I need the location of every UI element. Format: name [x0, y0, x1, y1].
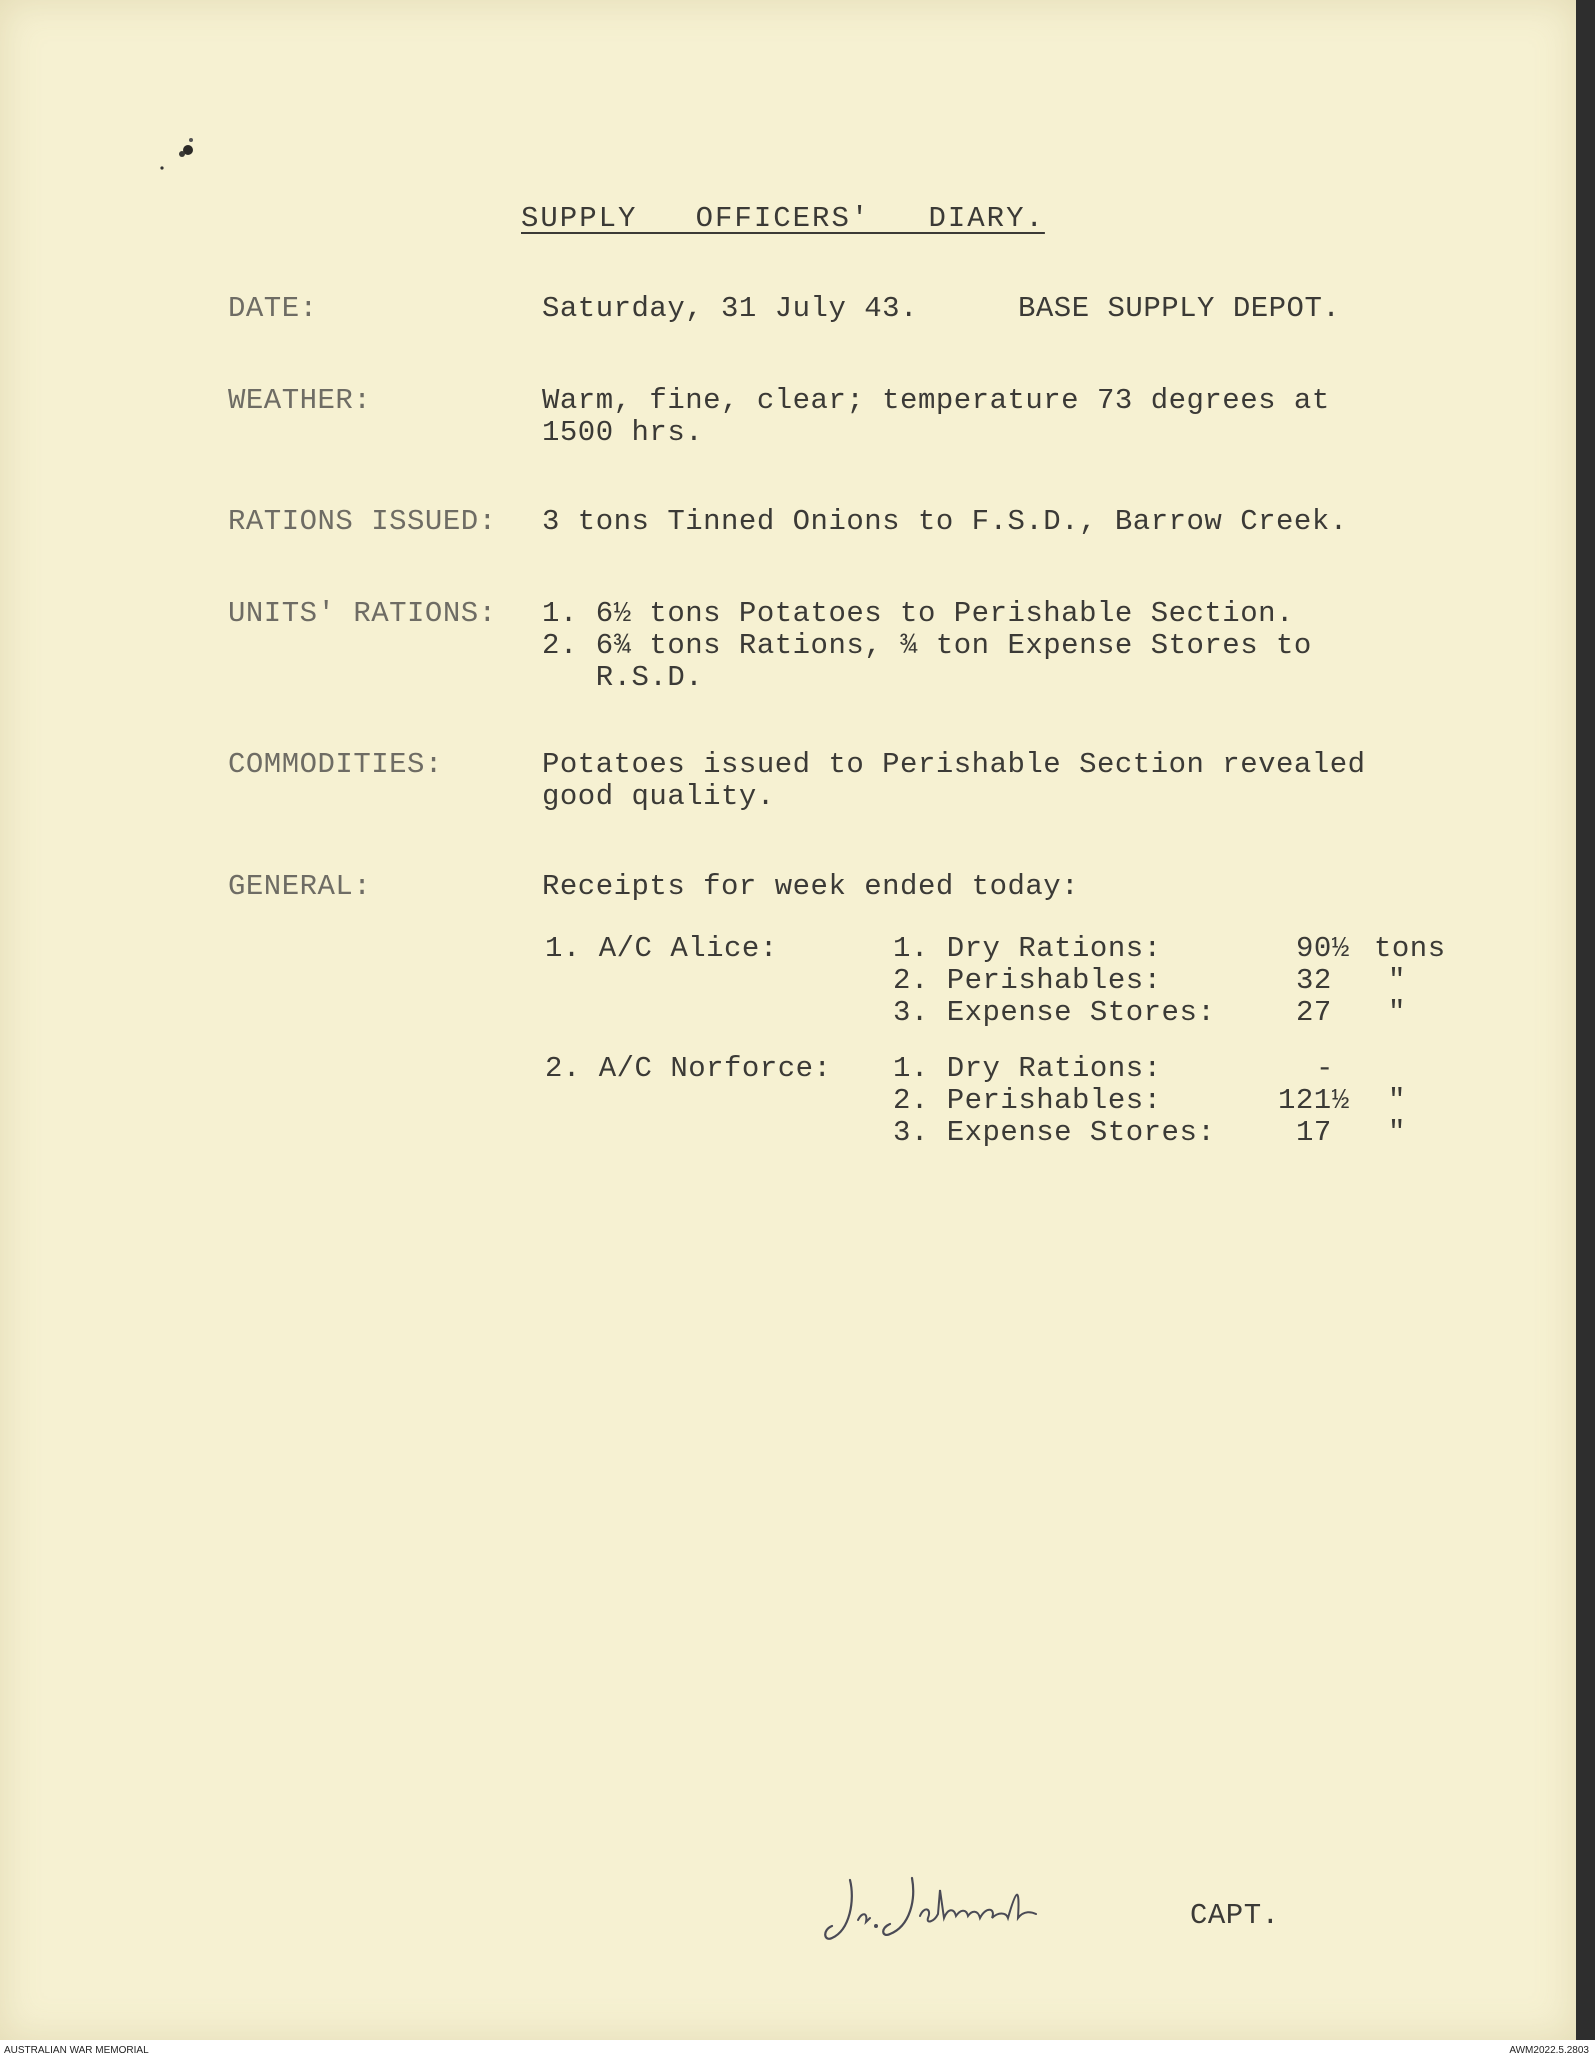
commodities-line-2: good quality. — [542, 780, 775, 813]
alice-item-unit: tons — [1374, 932, 1446, 965]
alice-item-qty: 32 — [1296, 964, 1332, 997]
norforce-item-label: 3. Expense Stores: — [893, 1116, 1216, 1149]
alice-item-qty: 90½ — [1296, 932, 1350, 965]
date-value: Saturday, 31 July 43. — [542, 292, 918, 325]
ink-blot-mark — [158, 132, 198, 172]
scan-border — [1576, 0, 1595, 2040]
weather-line-2: 1500 hrs. — [542, 416, 704, 449]
rations-issued-value: 3 tons Tinned Onions to F.S.D., Barrow Creek. — [542, 505, 1348, 538]
alice-item-qty: 27 — [1296, 996, 1332, 1029]
signatory-rank: CAPT. — [1190, 1899, 1280, 1932]
handwritten-signature — [820, 1860, 1110, 1960]
archive-footer — [0, 2040, 1595, 2061]
commodities-label: COMMODITIES: — [228, 748, 443, 781]
weather-label: WEATHER: — [228, 384, 372, 417]
general-intro: Receipts for week ended today: — [542, 870, 1080, 903]
norforce-item-qty: 121½ — [1278, 1084, 1350, 1117]
weather-line-1: Warm, fine, clear; temperature 73 degrees at — [542, 384, 1330, 417]
norforce-item-label: 2. Perishables: — [893, 1084, 1162, 1117]
alice-item-label: 2. Perishables: — [893, 964, 1162, 997]
norforce-item-qty: 17 — [1296, 1116, 1332, 1149]
archive-reference: AWM2022.5.2803 — [1509, 2045, 1589, 2056]
alice-item-unit: " — [1388, 996, 1406, 1029]
archive-name: AUSTRALIAN WAR MEMORIAL — [4, 2045, 149, 2056]
norforce-item-unit: " — [1388, 1116, 1406, 1149]
unit-name: BASE SUPPLY DEPOT. — [1018, 292, 1341, 325]
units-rations-line-1: 1. 6½ tons Potatoes to Perishable Section. — [542, 597, 1294, 630]
account-alice-name: 1. A/C Alice: — [545, 932, 778, 965]
date-label: DATE: — [228, 292, 318, 325]
units-rations-line-2: 2. 6¾ tons Rations, ¾ ton Expense Stores to — [542, 629, 1312, 662]
alice-item-unit: " — [1388, 964, 1406, 997]
rations-issued-label: RATIONS ISSUED: — [228, 505, 497, 538]
alice-item-label: 3. Expense Stores: — [893, 996, 1216, 1029]
general-label: GENERAL: — [228, 870, 372, 903]
norforce-item-unit: " — [1388, 1084, 1406, 1117]
norforce-item-label: 1. Dry Rations: — [893, 1052, 1162, 1085]
commodities-line-1: Potatoes issued to Perishable Section revealed — [542, 748, 1366, 781]
units-rations-line-3: R.S.D. — [542, 661, 704, 694]
diary-title: SUPPLY OFFICERS' DIARY. — [521, 202, 1045, 235]
units-rations-label: UNITS' RATIONS: — [228, 597, 497, 630]
norforce-item-qty: - — [1316, 1052, 1334, 1085]
alice-item-label: 1. Dry Rations: — [893, 932, 1162, 965]
account-norforce-name: 2. A/C Norforce: — [545, 1052, 832, 1085]
